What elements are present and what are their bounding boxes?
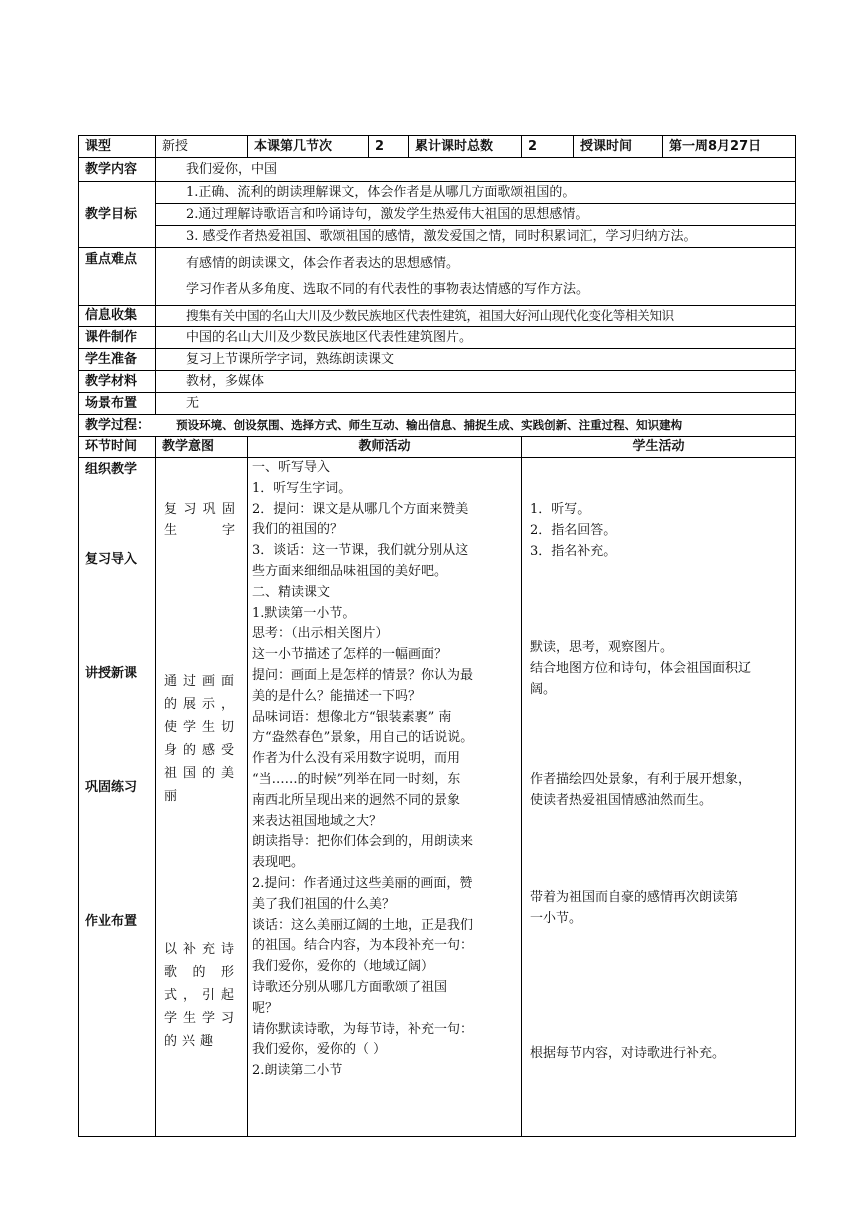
process-desc: 预设环境、创设氛围、选择方式、师生互动、输出信息、捕捉生成、实践创新、注重过程、知识建构 — [176, 418, 683, 432]
col-teacher: 教师活动 — [248, 437, 522, 458]
total-value: 2 — [522, 136, 574, 158]
student-line: 根据每节内容，对诗歌进行补充。 — [530, 1046, 726, 1061]
teacher-line: 表现吧。 — [252, 855, 305, 871]
teacher-line: 3．谈话：这一节课，我们就分别从这 — [252, 543, 469, 559]
teacher-line: 1．听写生字词。 — [252, 480, 352, 496]
stage-teach: 讲授新课 — [85, 666, 138, 681]
goal-item: 1.正确、流利的朗读理解课文，体会作者是从哪几方面歌颂祖国的。 — [156, 182, 796, 204]
teacher-line: 一、听写导入 — [252, 460, 331, 475]
goal-item: 3. 感受作者热爱祖国、歌颂祖国的感情，激发爱国之情，同时积累词汇，学习归纳方法。 — [156, 226, 796, 248]
process-cell — [79, 415, 796, 437]
courseware-row — [79, 327, 796, 349]
teacher-line: 些方面来细细品味祖国的美好吧。 — [252, 563, 448, 579]
teacher-line: 诗歌还分别从哪几方面歌颂了祖国 — [252, 979, 448, 995]
scene-value: 无 — [156, 393, 796, 415]
teacher-line: 来表达祖国地域之大？ — [252, 813, 383, 829]
student-line: 作者描绘四处景象，有利于展开想象， — [530, 772, 752, 787]
lesson-plan-table — [78, 135, 796, 1137]
process-row — [79, 415, 796, 437]
teacher-line: 美了我们祖国的什么美？ — [252, 896, 396, 912]
collect-value: 搜集有关中国的名山大川及少数民族地区代表性建筑，祖国大好河山现代化变化等相关知识 — [156, 306, 796, 327]
lesson-type-label: 课型 — [79, 136, 156, 158]
teacher-line: 2.提问：作者通过这些美丽的画面，赞 — [252, 875, 473, 891]
total-label: 累计课时总数 — [409, 136, 522, 158]
intent-text: 复习巩固生字 — [164, 502, 239, 538]
student-line: 1．听写。 — [530, 502, 591, 517]
lesson-index-label: 本课第几节次 — [248, 136, 369, 158]
material-row — [79, 371, 796, 393]
student-line: 结合地图方位和诗句，体会祖国面积辽 — [530, 661, 752, 676]
activity-row — [79, 458, 796, 1137]
student-line: 带着为祖国而自豪的感情再次朗读第 — [530, 890, 739, 905]
scene-label: 场景布置 — [79, 393, 156, 415]
lesson-type-value: 新授 — [156, 136, 248, 158]
student-line: 2．指名回答。 — [530, 523, 617, 538]
key-label: 重点难点 — [79, 248, 156, 306]
content-value: 我们爱你，中国 — [156, 158, 796, 182]
teacher-line: 我们爱你，爱你的（地域辽阔） — [252, 959, 435, 975]
goals-row-3 — [79, 226, 796, 248]
teacher-line: 我们爱你，爱你的（ ） — [252, 1042, 387, 1058]
teacher-line: 品味词语：想像北方“银装素裹” 南 — [252, 709, 452, 725]
student-column — [522, 458, 796, 1137]
goals-row-1 — [79, 182, 796, 204]
collect-label: 信息收集 — [79, 306, 156, 327]
key-content — [156, 248, 796, 306]
teacher-line: “当……的时候”列举在同一时刻，东 — [252, 771, 461, 787]
student-line: 阔。 — [530, 682, 557, 697]
collect-row — [79, 306, 796, 327]
columns-header-row — [79, 437, 796, 458]
stage-column — [79, 458, 156, 1137]
teacher-line: 提问：画面上是怎样的情景？你认为最 — [252, 667, 474, 683]
teacher-line: 谈话：这么美丽辽阔的土地，正是我们 — [252, 917, 474, 933]
goal-item: 2.通过理解诗歌语言和吟诵诗句，激发学生热爱伟大祖国的思想感情。 — [156, 204, 796, 226]
teacher-line: 呢？ — [252, 1000, 279, 1016]
time-label: 授课时间 — [574, 136, 663, 158]
key-line: 有感情的朗读课文，体会作者表达的思想感情。 — [186, 255, 460, 271]
process-label: 教学过程： — [85, 418, 151, 433]
courseware-value: 中国的名山大川及少数民族地区代表性建筑图片。 — [156, 327, 796, 349]
student-line: 使读者热爱祖国情感油然而生。 — [530, 793, 713, 808]
key-row — [79, 248, 796, 306]
student-line: 一小节。 — [530, 911, 583, 926]
content-label: 教学内容 — [79, 158, 156, 182]
intent-2 — [164, 670, 239, 808]
time-value: 第一周8月27日 — [663, 136, 796, 158]
stage-organize: 组织教学 — [85, 462, 138, 477]
lesson-plan — [78, 135, 795, 1137]
teacher-line: 2.朗读第二小节 — [252, 1063, 343, 1079]
col-student: 学生活动 — [522, 437, 796, 458]
teacher-line: 请你默读诗歌，为每节诗，补充一句： — [252, 1021, 474, 1037]
teacher-line: 作者为什么没有采用数字说明，而用 — [252, 751, 461, 767]
col-stage: 环节时间 — [79, 437, 156, 458]
teacher-line: 美的是什么？能描述一下吗？ — [252, 688, 422, 704]
key-line: 学习作者从多角度、选取不同的有代表性的事物表达情感的写作方法。 — [186, 281, 590, 297]
prep-label: 学生准备 — [79, 349, 156, 371]
student-line: 默读，思考，观察图片。 — [530, 640, 674, 655]
intent-1 — [164, 500, 239, 542]
material-label: 教学材料 — [79, 371, 156, 393]
courseware-label: 课件制作 — [79, 327, 156, 349]
col-intent: 教学意图 — [156, 437, 248, 458]
lesson-index-value: 2 — [369, 136, 409, 158]
stage-review: 复习导入 — [85, 552, 138, 567]
content-row — [79, 158, 796, 182]
teacher-line: 南西北所呈现出来的迥然不同的景象 — [252, 792, 461, 808]
prep-row — [79, 349, 796, 371]
teacher-line: 思考：（出示相关图片） — [252, 626, 389, 642]
intent-text: 以补充诗歌的形式，引起学生学习的兴趣 — [164, 942, 239, 1049]
teacher-line: 方“盎然春色”景象，用自己的话说说。 — [252, 730, 474, 746]
stage-homework: 作业布置 — [85, 914, 138, 929]
teacher-line: 二、精读课文 — [252, 584, 331, 600]
teacher-line: 这一小节描述了怎样的一幅画面？ — [252, 647, 448, 663]
prep-value: 复习上节课所学字词，熟练朗读课文 — [156, 349, 796, 371]
goals-label: 教学目标 — [79, 182, 156, 248]
teacher-line: 2．提问：课文是从哪几个方面来赞美 — [252, 501, 469, 517]
intent-text: 通过画面的展示，使学生切身的感受祖国的美丽 — [164, 674, 239, 804]
material-value: 教材，多媒体 — [156, 371, 796, 393]
stage-practice: 巩固练习 — [85, 780, 138, 795]
teacher-column — [248, 458, 522, 1137]
teacher-line: 1.默读第一小节。 — [252, 605, 356, 621]
teacher-line: 的祖国。结合内容，为本段补充一句： — [252, 938, 474, 954]
student-line: 3．指名补充。 — [530, 544, 617, 559]
intent-column — [156, 458, 248, 1137]
intent-3 — [164, 938, 239, 1053]
scene-row — [79, 393, 796, 415]
teacher-line: 我们的祖国的？ — [252, 522, 344, 538]
header-row — [79, 136, 796, 158]
teacher-line: 朗读指导：把你们体会到的，用朗读来 — [252, 834, 474, 850]
goals-row-2 — [79, 204, 796, 226]
